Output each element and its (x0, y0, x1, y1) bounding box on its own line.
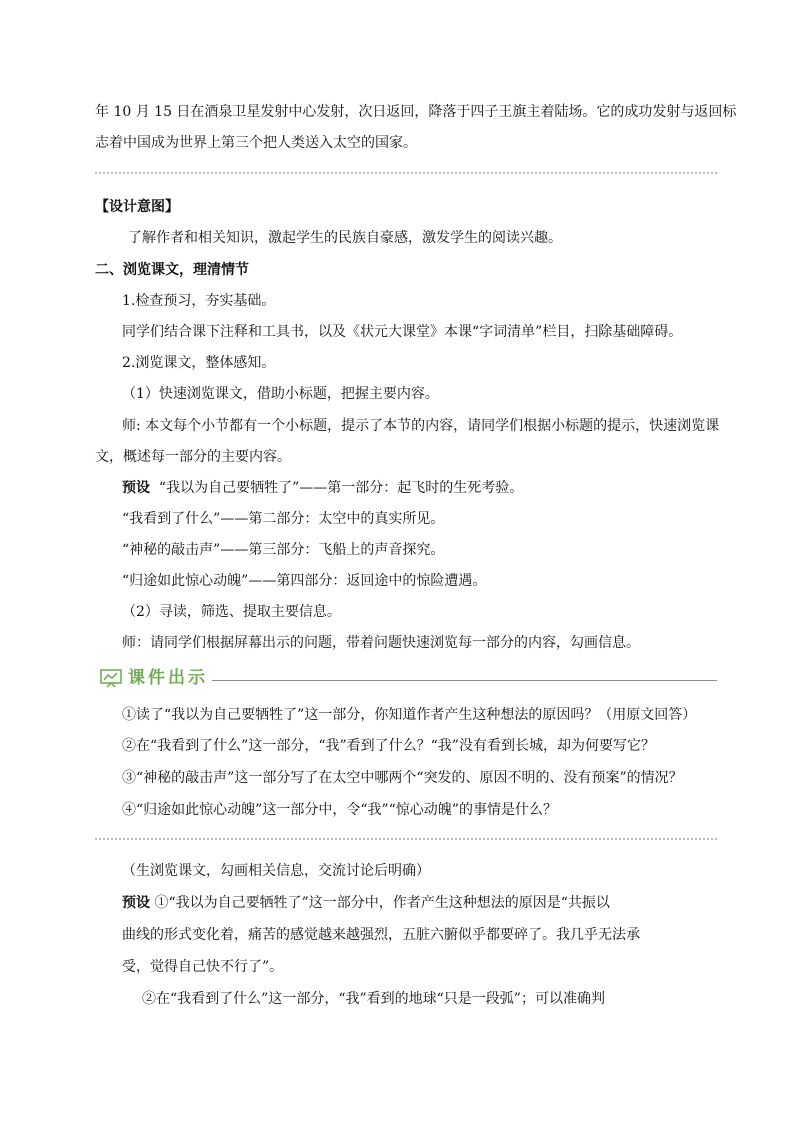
courseware-rule (212, 680, 717, 681)
answer-preset-label: 预设 (122, 895, 150, 911)
answer-1-line-3: 受，觉得自己快不行了”。 (122, 959, 284, 975)
sub-item-2: （2）寻读，筛选、提取主要信息。 (122, 604, 341, 620)
question-1: ①读了“我以为自己要牺牲了”这一部分，你知道作者产生这种想法的原因吗？（用原文回答） (122, 707, 697, 723)
question-3: ③“神秘的敲击声”这一部分写了在太空中哪两个“突发的、原因不明的、没有预案”的情况？ (122, 770, 683, 786)
preset-line-3: “神秘的敲击声”——第三部分：飞船上的声音探究。 (122, 542, 445, 558)
teacher-line-2: 文，概述每一部分的主要内容。 (95, 449, 291, 465)
intro-line-2: 志着中国成为世界上第三个把人类送入太空的国家。 (95, 135, 417, 151)
design-text: 了解作者和相关知识，激起学生的民族自豪感，激发学生的阅读兴趣。 (128, 230, 562, 246)
design-heading: 【设计意图】 (95, 199, 179, 215)
section-heading: 二、浏览课文，理清情节 (95, 262, 249, 278)
preset-line-1 (122, 478, 523, 498)
teacher-line-3: 师：请同学们根据屏幕出示的问题，带着问题快速浏览每一部分的内容，勾画信息。 (122, 635, 640, 651)
question-2: ②在“我看到了什么”这一部分，“我”看到了什么？“我”没有看到长城，却为何要写它？ (122, 738, 655, 754)
answer-1-line-2: 曲线的形式变化着，痛苦的感觉越来越强烈，五脏六腑似乎都要碎了。我几乎无法承 (122, 927, 640, 943)
answer-1-text: ①“我以为自己要牺牲了”这一部分中，作者产生这种想法的原因是“共振以 (154, 895, 610, 911)
question-4: ④“归途如此惊心动魄”这一部分中，令“我”“惊心动魄”的事情是什么？ (122, 802, 557, 818)
courseware-title: 课件出示 (128, 668, 208, 688)
chart-board-icon (100, 668, 122, 688)
teacher-line-1: 师: 本文每个小节都有一个小标题，提示了本节的内容，请同学们根据小标题的提示，快速浏览课 (122, 418, 720, 434)
preset-line-2: “我看到了什么”——第二部分：太空中的真实所见。 (122, 511, 445, 527)
preset-label: 预设 (122, 480, 150, 496)
item-1: 1.检查预习，夯实基础。 (122, 293, 276, 309)
answer-1-line-1 (122, 893, 610, 913)
courseware-header (100, 664, 720, 694)
preset-text-1: “我以为自己要牺牲了”——第一部分：起飞时的生死考验。 (158, 480, 524, 496)
intro-line-1: 年 10 月 15 日在酒泉卫星发射中心发射，次日返回，降落于四子王旗主着陆场。它的成功发射与返回标 (95, 104, 737, 120)
preset-line-4: “归途如此惊心动魄”——第四部分：返回途中的惊险遭遇。 (122, 573, 487, 589)
sub-item-1: （1）快速浏览课文，借助小标题，把握主要内容。 (122, 386, 439, 402)
item-1-text: 同学们结合课下注释和工具书，以及《状元大课堂》本课“字词清单”栏目，扫除基础障碍。 (122, 324, 683, 340)
item-2: 2.浏览课文，整体感知。 (122, 355, 276, 371)
answer-2-line-1: ②在“我看到了什么”这一部分，“我”看到的地球“只是一段弧”；可以准确判 (142, 991, 605, 1007)
dotted-divider (95, 172, 717, 174)
dotted-divider (95, 838, 717, 840)
answer-note: （生浏览课文，勾画相关信息，交流讨论后明确） (122, 863, 430, 879)
